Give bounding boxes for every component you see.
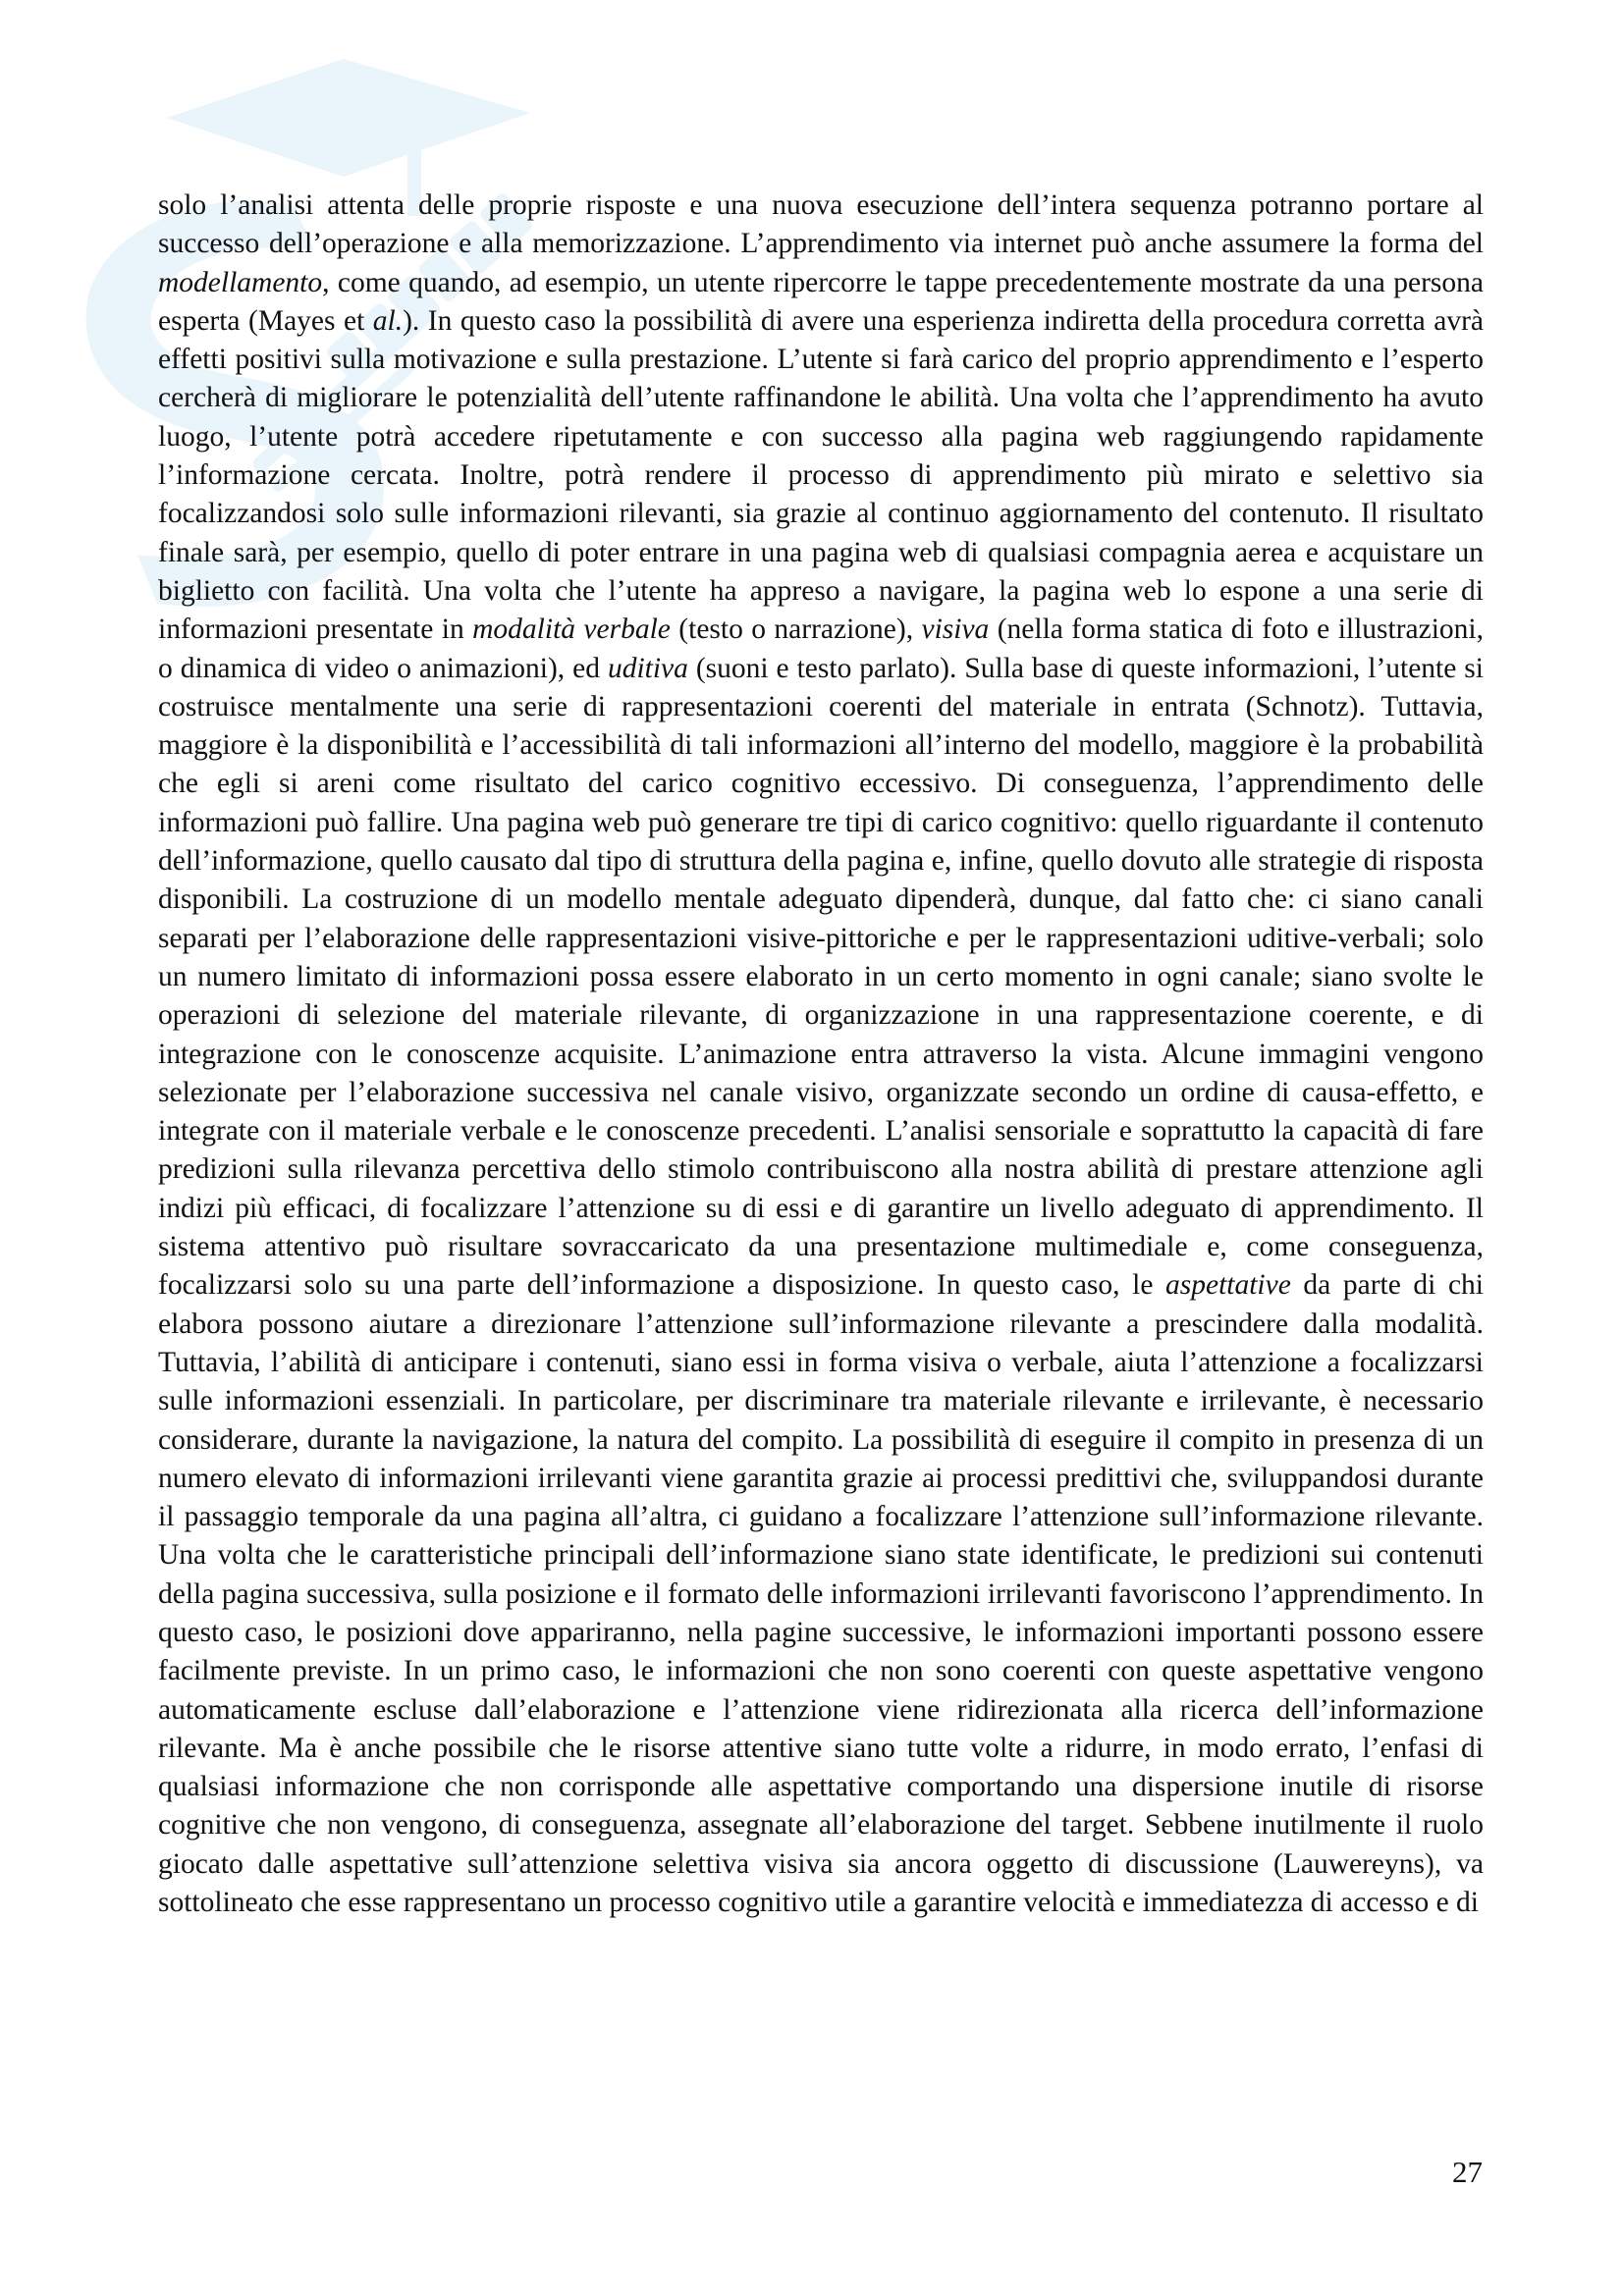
text-run: solo l’analisi attenta delle proprie risposte e una nuova esecuzione dell’intera sequenza potranno portare al successo dell’operazione e alla memorizzazione. L’apprendimento via internet può anche assumere la forma del (158, 189, 1484, 260)
italic-term: aspettative (1165, 1269, 1291, 1302)
grad-cap-icon (167, 59, 530, 177)
text-run: (nella forma statica di foto e illustrazioni, o dinamica di video o animazioni), ed (158, 614, 1484, 684)
text-run: (suoni e testo parlato). Sulla base di queste informazioni, l’utente si costruisce mentalmente una serie di rappresentazioni coerenti del materiale in entrata (Schnotz). Tuttavia, maggiore è la disponibilità e l’accessibilità di tali informazioni all’interno del modello, maggiore è la probabilità che egli si areni come risultato del carico cognitivo eccessivo. Di conseguenza, l’apprendimento delle informazioni può fallire. Una pagina web può generare tre tipi di carico cognitivo: quello riguardante il contenuto dell’informazione, quello causato dal tipo di struttura della pagina e, infine, quello dovuto alle strategie di risposta disponibili. La costruzione di un modello mentale adeguato dipenderà, dunque, dal fatto che: ci siano canali separati per l’elaborazione delle rappresentazioni visive-pittoriche e per le rappresentazioni uditive-verbali; solo un numero limitato di informazioni possa essere elaborato in un certo momento in ogni canale; siano svolte le operazioni di selezione del materiale rilevante, di organizzazione in una rappresentazione coerente, e di integrazione con le conoscenze acquisite. L’animazione entra attraverso la vista. Alcune immagini vengono selezionate per l’elaborazione successiva nel canale visivo, organizzate secondo un ordine di causa-effetto, e integrate con il materiale verbale e le conoscenze precedenti. L’analisi sensoriale e soprattutto la capacità di fare predizioni sulla rilevanza percettiva dello stimolo contribuiscono alla nostra abilità di prestare attenzione agli indizi più efficaci, di focalizzare l’attenzione su di essi e di garantire un livello adeguato di apprendimento. Il sistema attentivo può risultare sovraccaricato da una presentazione multimediale e, come conseguenza, focalizzarsi solo su una parte dell’informazione a disposizione. In questo caso, le (158, 652, 1484, 1302)
page-number: 27 (1452, 2155, 1483, 2189)
body-paragraph (158, 187, 1484, 1922)
text-run: (testo o narrazione), (670, 614, 922, 646)
italic-term: al. (372, 304, 404, 337)
italic-term: uditiva (607, 652, 688, 684)
italic-term: modalità verbale (472, 614, 671, 646)
italic-term: visiva (921, 614, 990, 646)
text-run: ). In questo caso la possibilità di avere una esperienza indiretta della procedura corretta avrà effetti positivi sulla motivazione e sulla prestazione. L’utente si farà carico del proprio apprendimento e l’esperto cercherà di migliorare le potenzialità dell’utente raffinandone le abilità. Una volta che l’apprendimento ha avuto luogo, l’utente potrà accedere ripetutamente e con successo alla pagina web raggiungendo rapidamente l’informazione cercata. Inoltre, potrà rendere il processo di apprendimento più mirato e selettivo sia focalizzandosi solo sulle informazioni rilevanti, sia grazie al continuo aggiornamento del contenuto. Il risultato finale sarà, per esempio, quello di poter entrare in una pagina web di qualsiasi compagnia aerea e acquistare un biglietto con facilità. Una volta che l’utente ha appreso a navigare, la pagina web lo espone a una serie di informazioni presentate in (158, 304, 1484, 646)
text-run: da parte di chi elabora possono aiutare a direzionare l’attenzione sull’informazione rilevante a prescindere dalla modalità. Tuttavia, l’abilità di anticipare i contenuti, siano essi in forma visiva o verbale, aiuta l’attenzione a focalizzarsi sulle informazioni essenziali. In particolare, per discriminare tra materiale rilevante e irrilevante, è necessario considerare, durante la navigazione, la natura del compito. La possibilità di eseguire il compito in presenza di un numero elevato di informazioni irrilevanti viene garantita grazie ai processi predittivi che, sviluppandosi durante il passaggio temporale da una pagina all’altra, ci guidano a focalizzare l’attenzione sull’informazione rilevante. Una volta che le caratteristiche principali dell’informazione siano state identificate, le predizioni sui contenuti della pagina successiva, sulla posizione e il formato delle informazioni irrilevanti favoriscono l’apprendimento. In questo caso, le posizioni dove appariranno, nella pagine successive, le informazioni importanti possono essere facilmente previste. In un primo caso, le informazioni che non sono coerenti con queste aspettative vengono automaticamente escluse dall’elaborazione e l’attenzione viene ridirezionata alla ricerca dell’informazione rilevante. Ma è anche possibile che le risorse attentive siano tutte volte a ridurre, in modo errato, l’enfasi di qualsiasi informazione che non corrisponde alle aspettative comportando una dispersione inutile di risorse cognitive che non vengono, di conseguenza, assegnate all’elaborazione del target. Sebbene inutilmente il ruolo giocato dalle aspettative sull’attenzione selettiva visiva sia ancora oggetto di discussione (Lauwereyns), va sottolineato che esse rappresentano un processo cognitivo utile a garantire velocità e immediatezza di accesso e di (158, 1269, 1484, 1919)
italic-term: modellamento (158, 266, 323, 298)
text-run: , come quando, ad esempio, un utente ripercorre le tappe precedentemente mostrate da una persona esperta (Mayes et (158, 266, 1484, 337)
